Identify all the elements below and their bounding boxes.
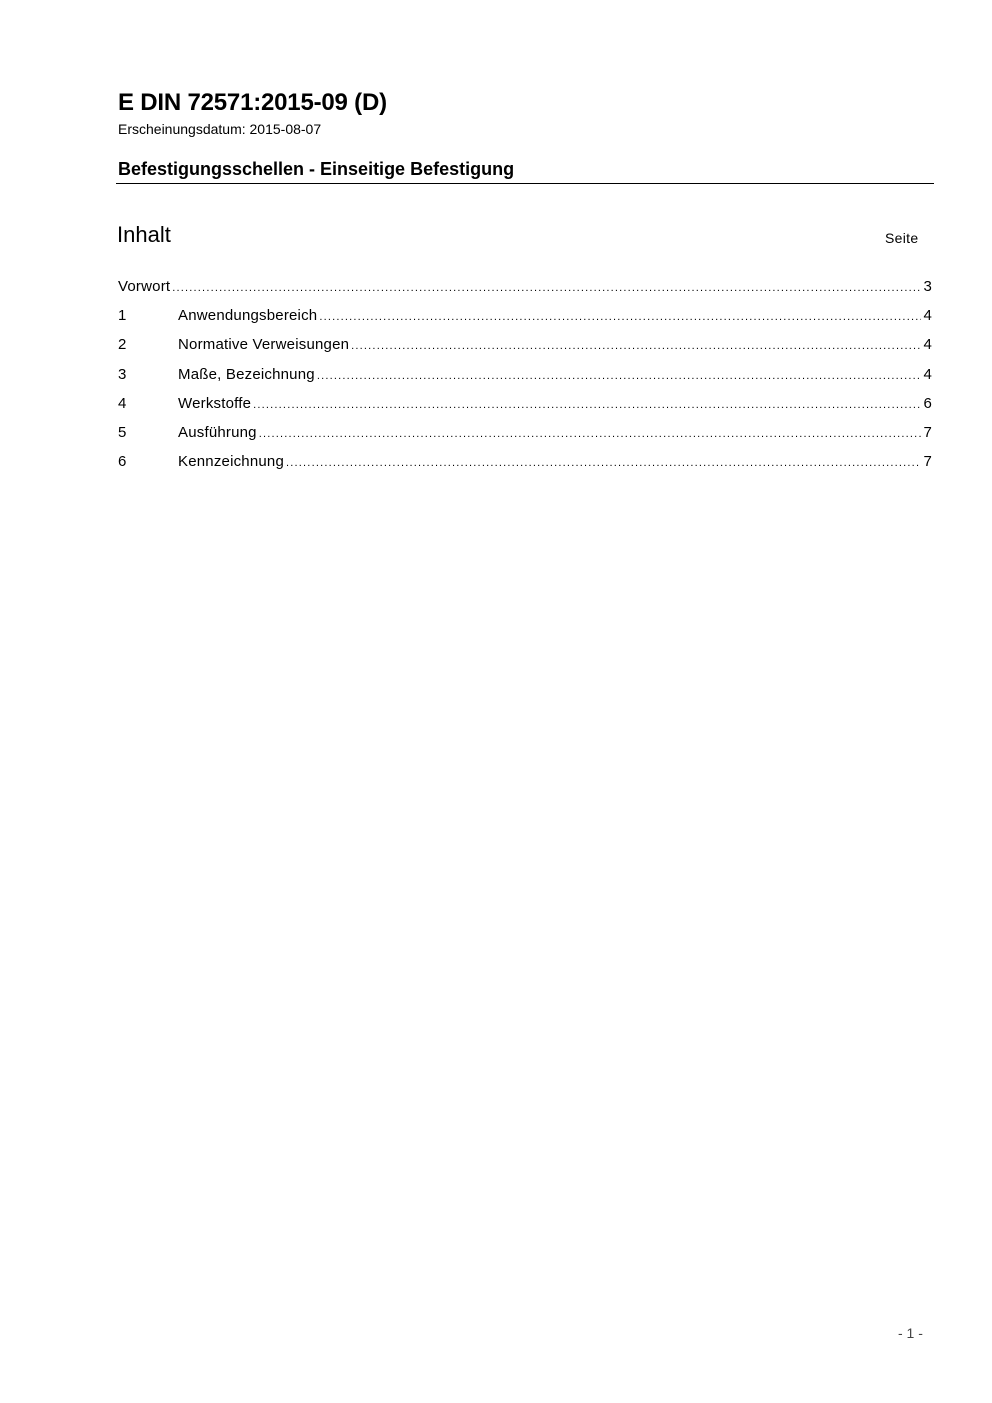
page-number: - 1 - — [898, 1325, 923, 1341]
toc-entry-kennzeichnung[interactable] — [118, 453, 932, 482]
toc-entry-page: 4 — [923, 365, 932, 383]
toc-leader-dots — [172, 282, 921, 294]
toc-entry-masse-bezeichnung[interactable] — [118, 366, 932, 395]
toc-entry-number: 6 — [118, 453, 127, 471]
toc-entry-text: Vorwort — [118, 278, 171, 295]
toc-entry-werkstoffe[interactable] — [118, 395, 932, 424]
toc-leader-dots — [319, 311, 921, 323]
toc-leader-dots — [286, 457, 921, 469]
publication-date: Erscheinungsdatum: 2015-08-07 — [118, 121, 322, 137]
toc-entry-page: 7 — [923, 423, 932, 441]
toc-entry-text: Werkstoffe — [178, 394, 252, 412]
toc-leader-dots — [259, 428, 922, 440]
toc-page-column-label: Seite — [885, 230, 919, 246]
toc-entry-text: Normative Verweisungen — [178, 336, 350, 354]
toc-entry-page: 7 — [923, 453, 932, 471]
document-id: E DIN 72571:2015-09 (D) — [118, 89, 387, 116]
toc-entry-text: Maße, Bezeichnung — [178, 365, 315, 383]
toc-entry-number: 1 — [118, 307, 127, 325]
title-divider — [116, 183, 934, 184]
toc-entry-text: Kennzeichnung — [178, 453, 285, 471]
toc-entry-text: Anwendungsbereich — [178, 307, 318, 325]
toc-entry-text: Ausführung — [178, 423, 257, 441]
toc-entry-number: 3 — [118, 365, 127, 383]
toc-entry-page: 6 — [923, 394, 932, 412]
toc-entry-page: 3 — [923, 278, 932, 295]
document-title: Befestigungsschellen - Einseitige Befestigung — [118, 159, 515, 179]
toc-leader-dots — [351, 340, 921, 352]
toc-entry-number: 5 — [118, 423, 127, 441]
toc-entry-anwendungsbereich[interactable] — [118, 307, 932, 336]
table-of-contents — [118, 278, 932, 482]
toc-entry-page: 4 — [923, 307, 932, 325]
toc-entry-vorwort[interactable] — [118, 278, 932, 307]
toc-leader-dots — [317, 370, 922, 382]
toc-entry-normative-verweisungen[interactable] — [118, 336, 932, 365]
toc-heading: Inhalt — [117, 222, 171, 247]
toc-entry-ausfuehrung[interactable] — [118, 424, 932, 453]
toc-entry-page: 4 — [923, 336, 932, 354]
toc-entry-number: 4 — [118, 394, 127, 412]
toc-entry-number: 2 — [118, 336, 127, 354]
toc-leader-dots — [253, 399, 921, 411]
